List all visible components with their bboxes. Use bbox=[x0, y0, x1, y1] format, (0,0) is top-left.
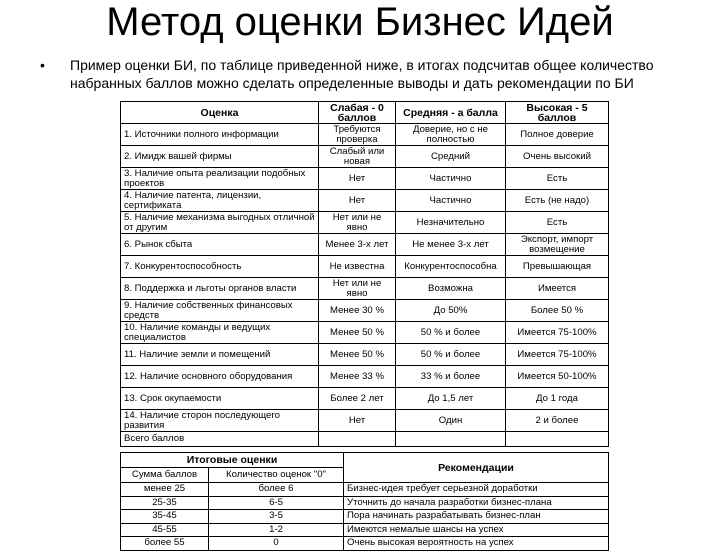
header-high: Высокая - 5 баллов bbox=[506, 102, 609, 124]
medium-cell: Частично bbox=[396, 190, 506, 212]
medium-cell: Конкурентоспособна bbox=[396, 256, 506, 278]
weak-cell: Слабый или новая bbox=[319, 146, 396, 168]
bullet-marker: • bbox=[40, 57, 45, 73]
total-label: Всего баллов bbox=[121, 432, 319, 447]
summary-row bbox=[121, 496, 609, 510]
criterion-cell: 3. Наличие опыта реализации подобных проектов bbox=[121, 168, 319, 190]
evaluation-row bbox=[121, 344, 609, 366]
high-cell: Есть bbox=[506, 212, 609, 234]
high-cell: Очень высокий bbox=[506, 146, 609, 168]
medium-cell: 50 % и более bbox=[396, 322, 506, 344]
zero-count-cell: 3-5 bbox=[209, 510, 344, 524]
criterion-cell: 6. Рынок сбыта bbox=[121, 234, 319, 256]
header-recommendations: Рекомендации bbox=[344, 453, 609, 483]
weak-cell: Менее 3-х лет bbox=[319, 234, 396, 256]
subheader-zero-count: Количество оценок "0" bbox=[209, 468, 344, 483]
criterion-cell: 7. Конкурентоспособность bbox=[121, 256, 319, 278]
criterion-cell: 1. Источники полного информации bbox=[121, 124, 319, 146]
recommendation-cell: Имеются немалые шансы на успех bbox=[344, 523, 609, 537]
total-row bbox=[121, 432, 609, 447]
weak-cell: Менее 50 % bbox=[319, 344, 396, 366]
evaluation-row bbox=[121, 366, 609, 388]
zero-count-cell: 6-5 bbox=[209, 496, 344, 510]
weak-cell: Нет bbox=[319, 410, 396, 432]
criterion-cell: 4. Наличие патента, лицензии, сертификата bbox=[121, 190, 319, 212]
criterion-cell: 9. Наличие собственных финансовых средств bbox=[121, 300, 319, 322]
evaluation-row bbox=[121, 124, 609, 146]
criterion-cell: 12. Наличие основного оборудования bbox=[121, 366, 319, 388]
total-empty-cell bbox=[396, 432, 506, 447]
criterion-cell: 11. Наличие земли и помещений bbox=[121, 344, 319, 366]
medium-cell: Средний bbox=[396, 146, 506, 168]
medium-cell: Возможна bbox=[396, 278, 506, 300]
medium-cell: 50 % и более bbox=[396, 344, 506, 366]
high-cell: Имеется bbox=[506, 278, 609, 300]
medium-cell: Не менее 3-х лет bbox=[396, 234, 506, 256]
weak-cell: Нет bbox=[319, 190, 396, 212]
weak-cell: Более 2 лет bbox=[319, 388, 396, 410]
medium-cell: Частично bbox=[396, 168, 506, 190]
evaluation-row bbox=[121, 278, 609, 300]
evaluation-body bbox=[121, 124, 609, 447]
high-cell: Имеется 75-100% bbox=[506, 322, 609, 344]
evaluation-header-row bbox=[121, 102, 609, 124]
evaluation-row bbox=[121, 300, 609, 322]
high-cell: Превышающая bbox=[506, 256, 609, 278]
score-sum-cell: менее 25 bbox=[121, 483, 209, 497]
score-sum-cell: более 55 bbox=[121, 537, 209, 551]
score-sum-cell: 45-55 bbox=[121, 523, 209, 537]
subheader-score-sum: Сумма баллов bbox=[121, 468, 209, 483]
slide-title: Метод оценки Бизнес Идей bbox=[106, 0, 614, 44]
recommendation-cell: Пора начинать разрабатывать бизнес-план bbox=[344, 510, 609, 524]
high-cell: До 1 года bbox=[506, 388, 609, 410]
weak-cell: Менее 30 % bbox=[319, 300, 396, 322]
medium-cell: Один bbox=[396, 410, 506, 432]
weak-cell: Менее 33 % bbox=[319, 366, 396, 388]
score-sum-cell: 35-45 bbox=[121, 510, 209, 524]
zero-count-cell: более 6 bbox=[209, 483, 344, 497]
evaluation-row bbox=[121, 190, 609, 212]
summary-row bbox=[121, 483, 609, 497]
bullet-text: Пример оценки БИ, по таблице приведенной ниже, в итогах подсчитав общее количество набранных баллов можно сделать определенные выводы и дать рекомендации по БИ bbox=[70, 57, 654, 91]
recommendation-cell: Бизнес-идея требует серьезной доработки bbox=[344, 483, 609, 497]
summary-row bbox=[121, 537, 609, 551]
evaluation-row bbox=[121, 168, 609, 190]
summary-row bbox=[121, 510, 609, 524]
recommendation-cell: Уточнить до начала разработки бизнес-плана bbox=[344, 496, 609, 510]
high-cell: Полное доверие bbox=[506, 124, 609, 146]
high-cell: Имеется 75-100% bbox=[506, 344, 609, 366]
zero-count-cell: 0 bbox=[209, 537, 344, 551]
total-empty-cell bbox=[319, 432, 396, 447]
weak-cell: Не известна bbox=[319, 256, 396, 278]
high-cell: 2 и более bbox=[506, 410, 609, 432]
weak-cell: Нет или не явно bbox=[319, 212, 396, 234]
evaluation-row bbox=[121, 256, 609, 278]
total-empty-cell bbox=[506, 432, 609, 447]
summary-table bbox=[120, 452, 609, 551]
high-cell: Более 50 % bbox=[506, 300, 609, 322]
summary-row bbox=[121, 523, 609, 537]
weak-cell: Нет или не явно bbox=[319, 278, 396, 300]
medium-cell: 33 % и более bbox=[396, 366, 506, 388]
header-criterion: Оценка bbox=[121, 102, 319, 124]
evaluation-row bbox=[121, 322, 609, 344]
weak-cell: Нет bbox=[319, 168, 396, 190]
header-weak: Слабая - 0 баллов bbox=[319, 102, 396, 124]
evaluation-row bbox=[121, 146, 609, 168]
criterion-cell: 14. Наличие сторон последующего развития bbox=[121, 410, 319, 432]
header-final-scores: Итоговые оценки bbox=[121, 453, 344, 468]
evaluation-row bbox=[121, 388, 609, 410]
medium-cell: До 50% bbox=[396, 300, 506, 322]
weak-cell: Требуются проверка bbox=[319, 124, 396, 146]
criterion-cell: 2. Имидж вашей фирмы bbox=[121, 146, 319, 168]
evaluation-row bbox=[121, 212, 609, 234]
high-cell: Имеется 50-100% bbox=[506, 366, 609, 388]
high-cell: Есть bbox=[506, 168, 609, 190]
criterion-cell: 10. Наличие команды и ведущих специалистов bbox=[121, 322, 319, 344]
high-cell: Есть (не надо) bbox=[506, 190, 609, 212]
evaluation-table bbox=[120, 101, 609, 447]
criterion-cell: 13. Срок окупаемости bbox=[121, 388, 319, 410]
criterion-cell: 8. Поддержка и льготы органов власти bbox=[121, 278, 319, 300]
weak-cell: Менее 50 % bbox=[319, 322, 396, 344]
bullet-paragraph bbox=[40, 56, 680, 92]
evaluation-sheet bbox=[120, 101, 608, 551]
evaluation-row bbox=[121, 234, 609, 256]
zero-count-cell: 1-2 bbox=[209, 523, 344, 537]
medium-cell: Незначительно bbox=[396, 212, 506, 234]
medium-cell: Доверие, но с не полностью bbox=[396, 124, 506, 146]
evaluation-row bbox=[121, 410, 609, 432]
header-medium: Средняя - а балла bbox=[396, 102, 506, 124]
recommendation-cell: Очень высокая вероятность на успех bbox=[344, 537, 609, 551]
score-sum-cell: 25-35 bbox=[121, 496, 209, 510]
summary-header-row bbox=[121, 453, 609, 468]
criterion-cell: 5. Наличие механизма выгодных отличной от другим bbox=[121, 212, 319, 234]
medium-cell: До 1,5 лет bbox=[396, 388, 506, 410]
high-cell: Экспорт, импорт возмещение bbox=[506, 234, 609, 256]
